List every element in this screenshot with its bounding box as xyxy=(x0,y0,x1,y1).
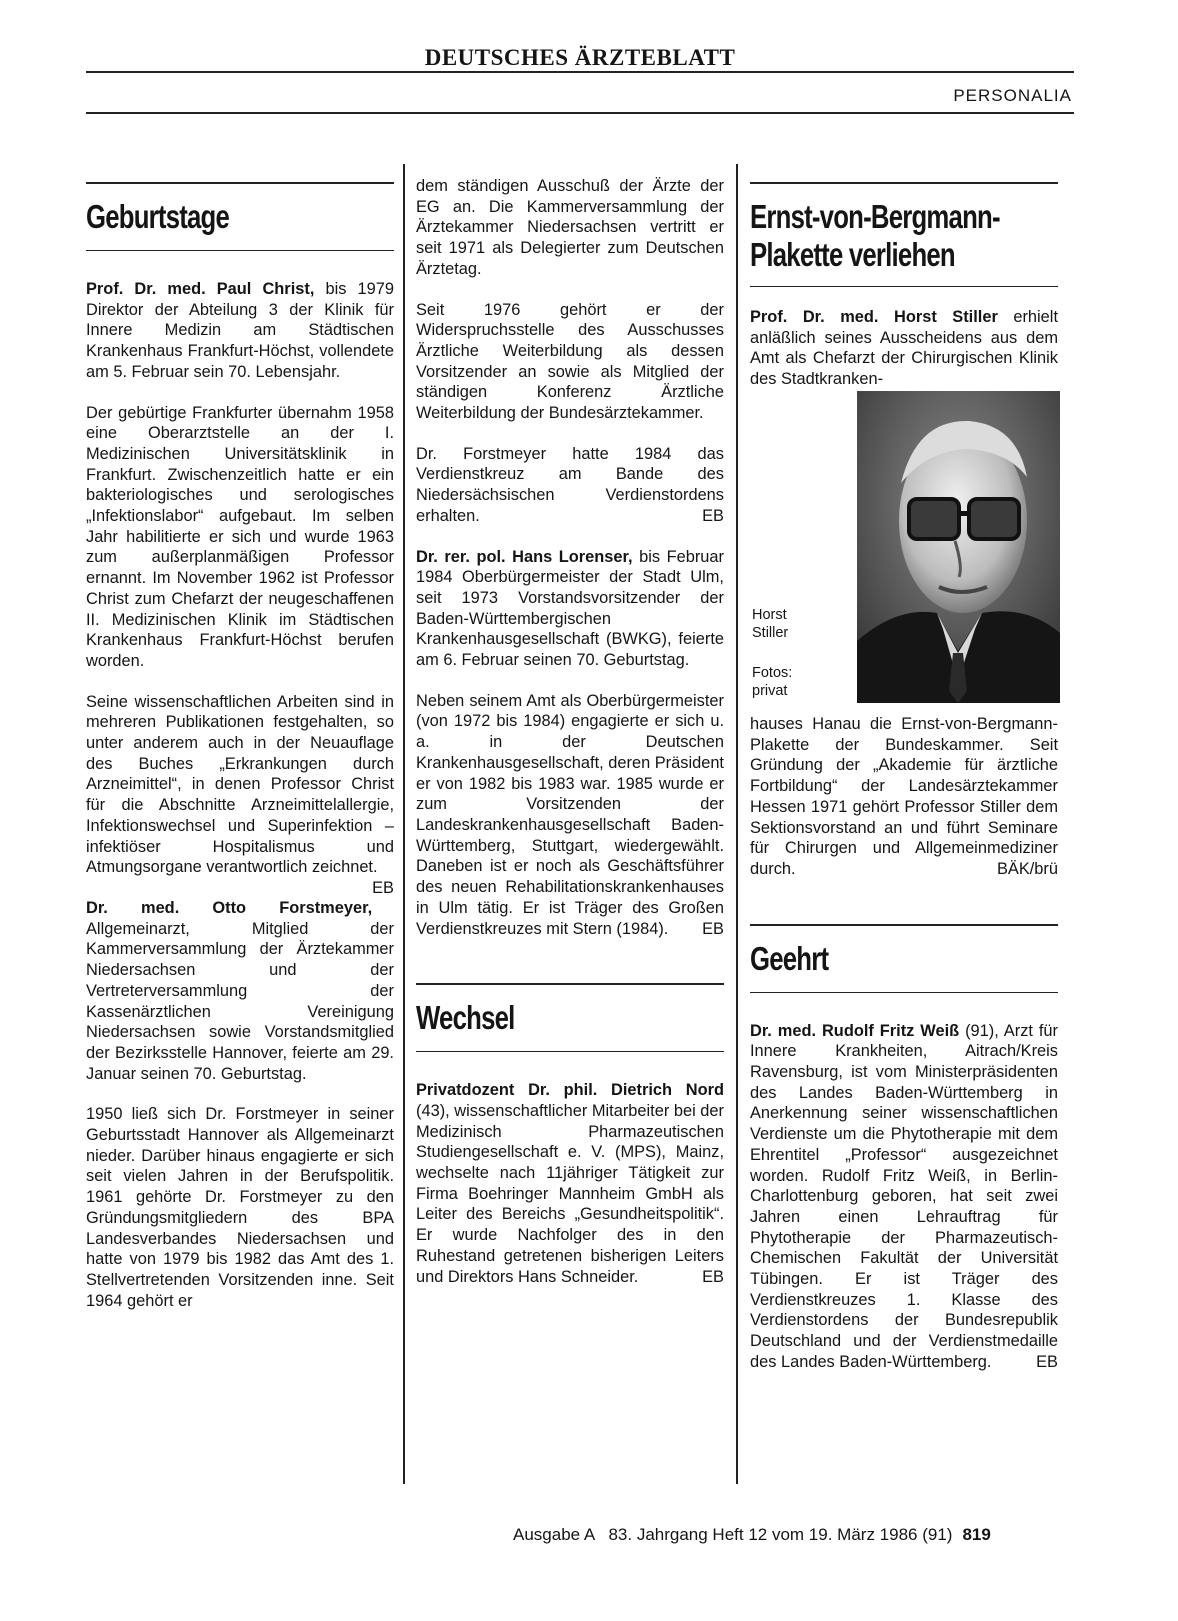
column-3-top xyxy=(750,182,1058,390)
header-rule xyxy=(86,112,1074,114)
page-footer xyxy=(513,1525,991,1545)
person-name: Prof. Dr. med. Paul Christ, xyxy=(86,280,315,298)
person-name: Dr. med. Otto Forstmeyer, xyxy=(86,898,373,917)
author-sig: EB xyxy=(702,506,724,525)
heading-rule-bottom xyxy=(750,286,1058,287)
column-3-bottom xyxy=(750,714,1058,1373)
heading-bergmann-line2: Plakette verliehen xyxy=(750,236,955,273)
photo-credit: Fotos: privat xyxy=(752,665,793,699)
heading-rule-bottom xyxy=(750,992,1058,993)
person-name: Privatdozent Dr. phil. Dietrich Nord xyxy=(416,1081,724,1100)
author-sig: BÄK/brü xyxy=(996,859,1058,878)
masthead: DEUTSCHES ÄRZTEBLATT xyxy=(424,45,736,70)
issue-info: Ausgabe A 83. Jahrgang Heft 12 vom 19. März 1986 (91) xyxy=(513,1525,953,1544)
paragraph: hauses Hanau die Ernst-von-Bergmann-Plakette der Bundeskammer. Seit Gründung der „Akademie für ärztliche Fortbildung“ der Landesärztekammer Hessen 1971 gehört Professor Stiller dem Sektionsvorstand an und führt Seminare für Chirurgen und Allgemeinmediziner durch. BÄK/brü xyxy=(750,715,1058,878)
paragraph: Privatdozent Dr. phil. Dietrich Nord (43), wissenschaftlicher Mitarbeiter bei der Medizinisch Pharmazeutischen Studiengesellschaft e. V. (MPS), Mainz, wechselte nach 11jähriger Tätigkeit zur Firma Boehringer Mannheim GmbH als Leiter des Bereichs „Gesundheitspolitik“. Er wurde Nachfolger des in den Ruhestand getretenen bisherigen Leiters und Direktors Hans Schneider. EB xyxy=(416,1081,724,1286)
portrait-photo xyxy=(857,391,1060,703)
author-sig: EB xyxy=(1036,1352,1058,1371)
heading-geburtstage: Geburtstage xyxy=(86,198,230,235)
heading-rule-bottom xyxy=(86,250,394,251)
person-name: Prof. Dr. med. Horst Stiller xyxy=(750,308,998,326)
author-sig: EB xyxy=(702,1267,724,1286)
column-2 xyxy=(416,176,724,1287)
paragraph: Seit 1976 gehört er der Widerspruchsstelle des Ausschusses Ärztliche Weiterbildung als dessen Vorsitzender an sowie als Mitglied der ständigen Konferenz Ärztliche Weiterbildung der Bundesärztekammer. xyxy=(416,300,724,423)
paragraph: Seine wissenschaftlichen Arbeiten sind in mehreren Publikationen festgehalten, so unter anderem auch in der Neuauflage des Buches „Erkrankungen durch Arzneimittel“, in denen Professor Christ für die Abschnitte Arzneimittelallergie, Infektionswechsel und Superinfektion – infektiöser Hospitalismus und Atmungsorgane verantwortlich zeichnet. EB xyxy=(86,692,394,897)
paragraph: Dr. med. Rudolf Fritz Weiß (91), Arzt für Innere Krankheiten, Aitrach/Kreis Ravensburg, ist vom Ministerpräsidenten des Landes Baden-Württemberg in Anerkennung seiner wissenschaftlichen Verdienste um die Phytotherapie mit dem Ehrentitel „Professor“ ausgezeichnet worden. Rudolf Fritz Weiß, in Berlin-Charlottenburg geboren, hat seit zwei Jahren einen Lehrauftrag für Phytotherapie der Pharmazeutisch-Chemischen Fakultät der Universität Tübingen. Er ist Träger des Verdienstkreuzes 1. Klasse des Verdienstordens der Bundesrepublik Deutschland und der Verdienstmedaille des Landes Baden-Württemberg. EB xyxy=(750,1021,1058,1371)
column-divider xyxy=(403,164,405,1484)
heading-rule-top xyxy=(750,182,1058,184)
author-sig: EB xyxy=(702,919,724,938)
page-number: 819 xyxy=(962,1525,991,1544)
paragraph: Prof. Dr. med. Horst Stiller erhielt anläßlich seines Ausscheidens aus dem Amt als Chefarzt der Chirurgischen Klinik des Stadtkranken- xyxy=(750,308,1058,389)
author-sig: EB xyxy=(372,878,394,897)
heading-bergmann-line1: Ernst-von-Bergmann- xyxy=(750,198,1000,235)
paragraph: Prof. Dr. med. Paul Christ, bis 1979 Direktor der Abteilung 3 der Klinik für Innere Medizin am Städtischen Krankenhaus Frankfurt-Höchst, vollendete am 5. Februar sein 70. Lebensjahr. xyxy=(86,280,394,381)
photo-caption: Horst Stiller xyxy=(752,607,789,641)
paragraph: Dr. Forstmeyer hatte 1984 das Verdienstkreuz am Bande des Niedersächsischen Verdienstordens erhalten. EB xyxy=(416,444,724,525)
paragraph: Dr. rer. pol. Hans Lorenser, bis Februar 1984 Oberbürgermeister der Stadt Ulm, seit 1973 Vorstandsvorsitzender der Baden-Württembergischen Krankenhausgesellschaft (BWKG), feierte am 6. Februar seinen 70. Geburtstag. xyxy=(416,547,724,670)
column-1 xyxy=(86,182,394,1311)
heading-rule-top xyxy=(416,983,724,985)
heading-rule-bottom xyxy=(416,1051,724,1052)
heading-geehrt: Geehrt xyxy=(750,939,829,977)
paragraph: Dr. med. Otto Forstmeyer, Allgemeinarzt, Mitglied der Kammerversammlung der Ärztekammer Niedersachsen und der Vertreterversammlung der Kassenärztlichen Vereinigung Niedersachsen sowie Vorstandsmitglied der Bezirksstelle Hannover, feierte am 29. Januar seinen 70. Geburtstag. xyxy=(86,898,394,1083)
column-divider xyxy=(736,164,738,1484)
person-name: Dr. rer. pol. Hans Lorenser, xyxy=(416,547,633,566)
paragraph: Neben seinem Amt als Oberbürgermeister (von 1972 bis 1984) engagierte er sich u. a. in der Deutschen Krankenhausgesellschaft, deren Präsident er von 1982 bis 1983 war. 1985 wurde er zum Vorsitzenden der Landeskrankenhausgesellschaft Baden-Württemberg, Stuttgart, wiedergewählt. Daneben ist er noch als Geschäftsführer des neuen Rehabilitationskrankenhauses in Ulm tätig. Er ist Träger des Großen Verdienstkreuzes mit Stern (1984). EB xyxy=(416,691,724,938)
section-label: PERSONALIA xyxy=(953,86,1072,105)
paragraph: dem ständigen Ausschuß der Ärzte der EG an. Die Kammerversammlung der Ärztekammer Niedersachsen vertritt er seit 1971 als Delegierter zum Deutschen Ärztetag. xyxy=(416,177,724,278)
heading-rule-top xyxy=(86,182,394,184)
heading-wechsel: Wechsel xyxy=(416,999,515,1037)
paragraph: 1950 ließ sich Dr. Forstmeyer in seiner Geburtsstadt Hannover als Allgemeinarzt nieder. Darüber hinaus engagierte er sich seit vielen Jahren in der Berufspolitik. 1961 gehörte Dr. Forstmeyer zu den Gründungsmitgliedern des BPA Landesverbandes Niedersachsen und hatte von 1979 bis 1982 das Amt des 1. Stellvertretenden Vorsitzenden inne. Seit 1964 gehört er xyxy=(86,1105,394,1310)
masthead-rule xyxy=(86,71,1074,73)
person-name: Dr. med. Rudolf Fritz Weiß xyxy=(750,1021,960,1040)
paragraph: Der gebürtige Frankfurter übernahm 1958 eine Oberarztstelle an der I. Medizinischen Universitätsklinik in Frankfurt. Zwischenzeitlich hatte er ein bakteriologisches und serologisches „Infektionslabor“ aufgebaut. Im selben Jahr habilitierte er sich und wurde 1963 zum außerplanmäßigen Professor ernannt. Im November 1962 ist Professor Christ zum Chefarzt der neugeschaffenen II. Medizinischen Klinik im Städtischen Krankenhaus Frankfurt-Höchst berufen worden. xyxy=(86,403,394,670)
heading-rule-top xyxy=(750,924,1058,926)
